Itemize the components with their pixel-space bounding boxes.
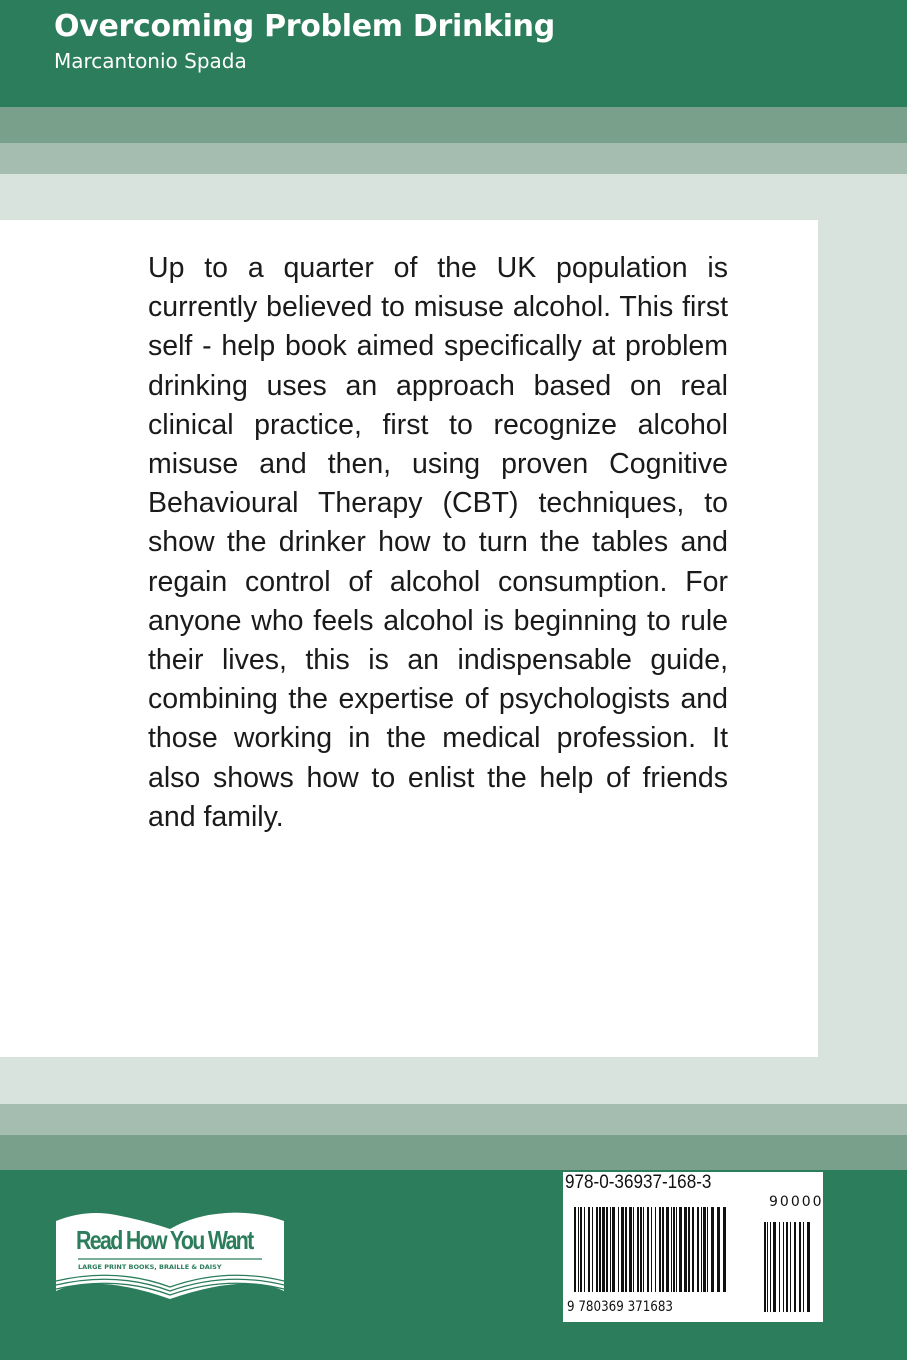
book-author: Marcantonio Spada (54, 49, 247, 73)
book-title: Overcoming Problem Drinking (54, 9, 555, 44)
barcode-bar (786, 1222, 788, 1312)
barcode-bar (711, 1207, 714, 1292)
stripe (0, 143, 907, 174)
price-code: 90000 (769, 1194, 824, 1210)
barcode-bar (723, 1207, 726, 1292)
barcode-bar (596, 1207, 598, 1292)
barcode-bar (647, 1207, 649, 1292)
barcode-bar (803, 1222, 804, 1312)
barcode-bar (679, 1207, 682, 1292)
isbn-barcode (563, 1172, 823, 1322)
publisher-logo (56, 1211, 284, 1303)
barcode-bar (692, 1207, 694, 1292)
barcode-bar (671, 1207, 672, 1292)
barcode-bar (794, 1222, 796, 1312)
barcode-bar (599, 1207, 601, 1292)
barcode-bar (764, 1222, 766, 1312)
barcode-bar (688, 1207, 690, 1292)
barcode-bar (717, 1207, 720, 1292)
barcode-bar (790, 1222, 791, 1312)
barcode-bar (779, 1222, 780, 1312)
barcode-bar (612, 1207, 615, 1292)
barcode-bar (637, 1207, 639, 1292)
isbn-text: 978-0-36937-168-3 (565, 1172, 712, 1193)
barcode-bar (621, 1207, 624, 1292)
stripe (0, 1104, 907, 1135)
barcode-bar (588, 1207, 590, 1292)
barcode-bar (606, 1207, 608, 1292)
barcode-bar (662, 1207, 664, 1292)
barcode-bar (640, 1207, 642, 1292)
barcode-bar (783, 1222, 784, 1312)
stripe (0, 107, 907, 143)
barcode-bar (578, 1207, 579, 1292)
barcode-bar (770, 1222, 771, 1312)
barcode-bar (684, 1207, 687, 1292)
barcode-bar (659, 1207, 661, 1292)
header-band (0, 0, 907, 107)
barcode-bar (602, 1207, 605, 1292)
barcode-bar (592, 1207, 593, 1292)
publisher-name: Read How You Want (76, 1225, 253, 1255)
barcode-bar (767, 1222, 768, 1312)
publisher-tagline: LARGE PRINT BOOKS, BRAILLE & DAISY (78, 1263, 222, 1271)
barcode-bar (610, 1207, 611, 1292)
barcode-bar (655, 1207, 656, 1292)
barcode-bar (707, 1207, 708, 1292)
barcode-bar (676, 1207, 677, 1292)
barcode-bar (584, 1207, 585, 1292)
barcode-bar (574, 1207, 576, 1292)
barcode-bar (807, 1222, 810, 1312)
barcode-bar (697, 1207, 699, 1292)
stripe (0, 1135, 907, 1170)
barcode-bar (666, 1207, 669, 1292)
barcode-bar (629, 1207, 632, 1292)
barcode-bar (580, 1207, 582, 1292)
ean-digits: 9 780369 371683 (567, 1299, 673, 1315)
barcode-bar (673, 1207, 675, 1292)
barcode-bar (633, 1207, 634, 1292)
barcode-bar (625, 1207, 627, 1292)
barcode-bar (799, 1222, 801, 1312)
barcode-bar (701, 1207, 702, 1292)
barcode-bar (773, 1222, 776, 1312)
barcode-bar (643, 1207, 644, 1292)
blurb-text: Up to a quarter of the UK population is currently believed to misuse alcohol. This first self - help book aimed specifically at problem drinking uses an approach based on real clinical practice, first to recognize alcohol misuse and then, using proven Cognitive Behavioural Therapy (CBT) techniques, to show the drinker how to turn the tables and regain control of alcohol consumption. For anyone who feels alcohol is beginning to rule their lives, this is an indispensable guide, combining the expertise of psychologists and those working in the medical profession. It also shows how to enlist the help of friends and family. (148, 252, 728, 833)
barcode-bar (651, 1207, 652, 1292)
barcode-bar (618, 1207, 619, 1292)
barcode-bar (703, 1207, 706, 1292)
